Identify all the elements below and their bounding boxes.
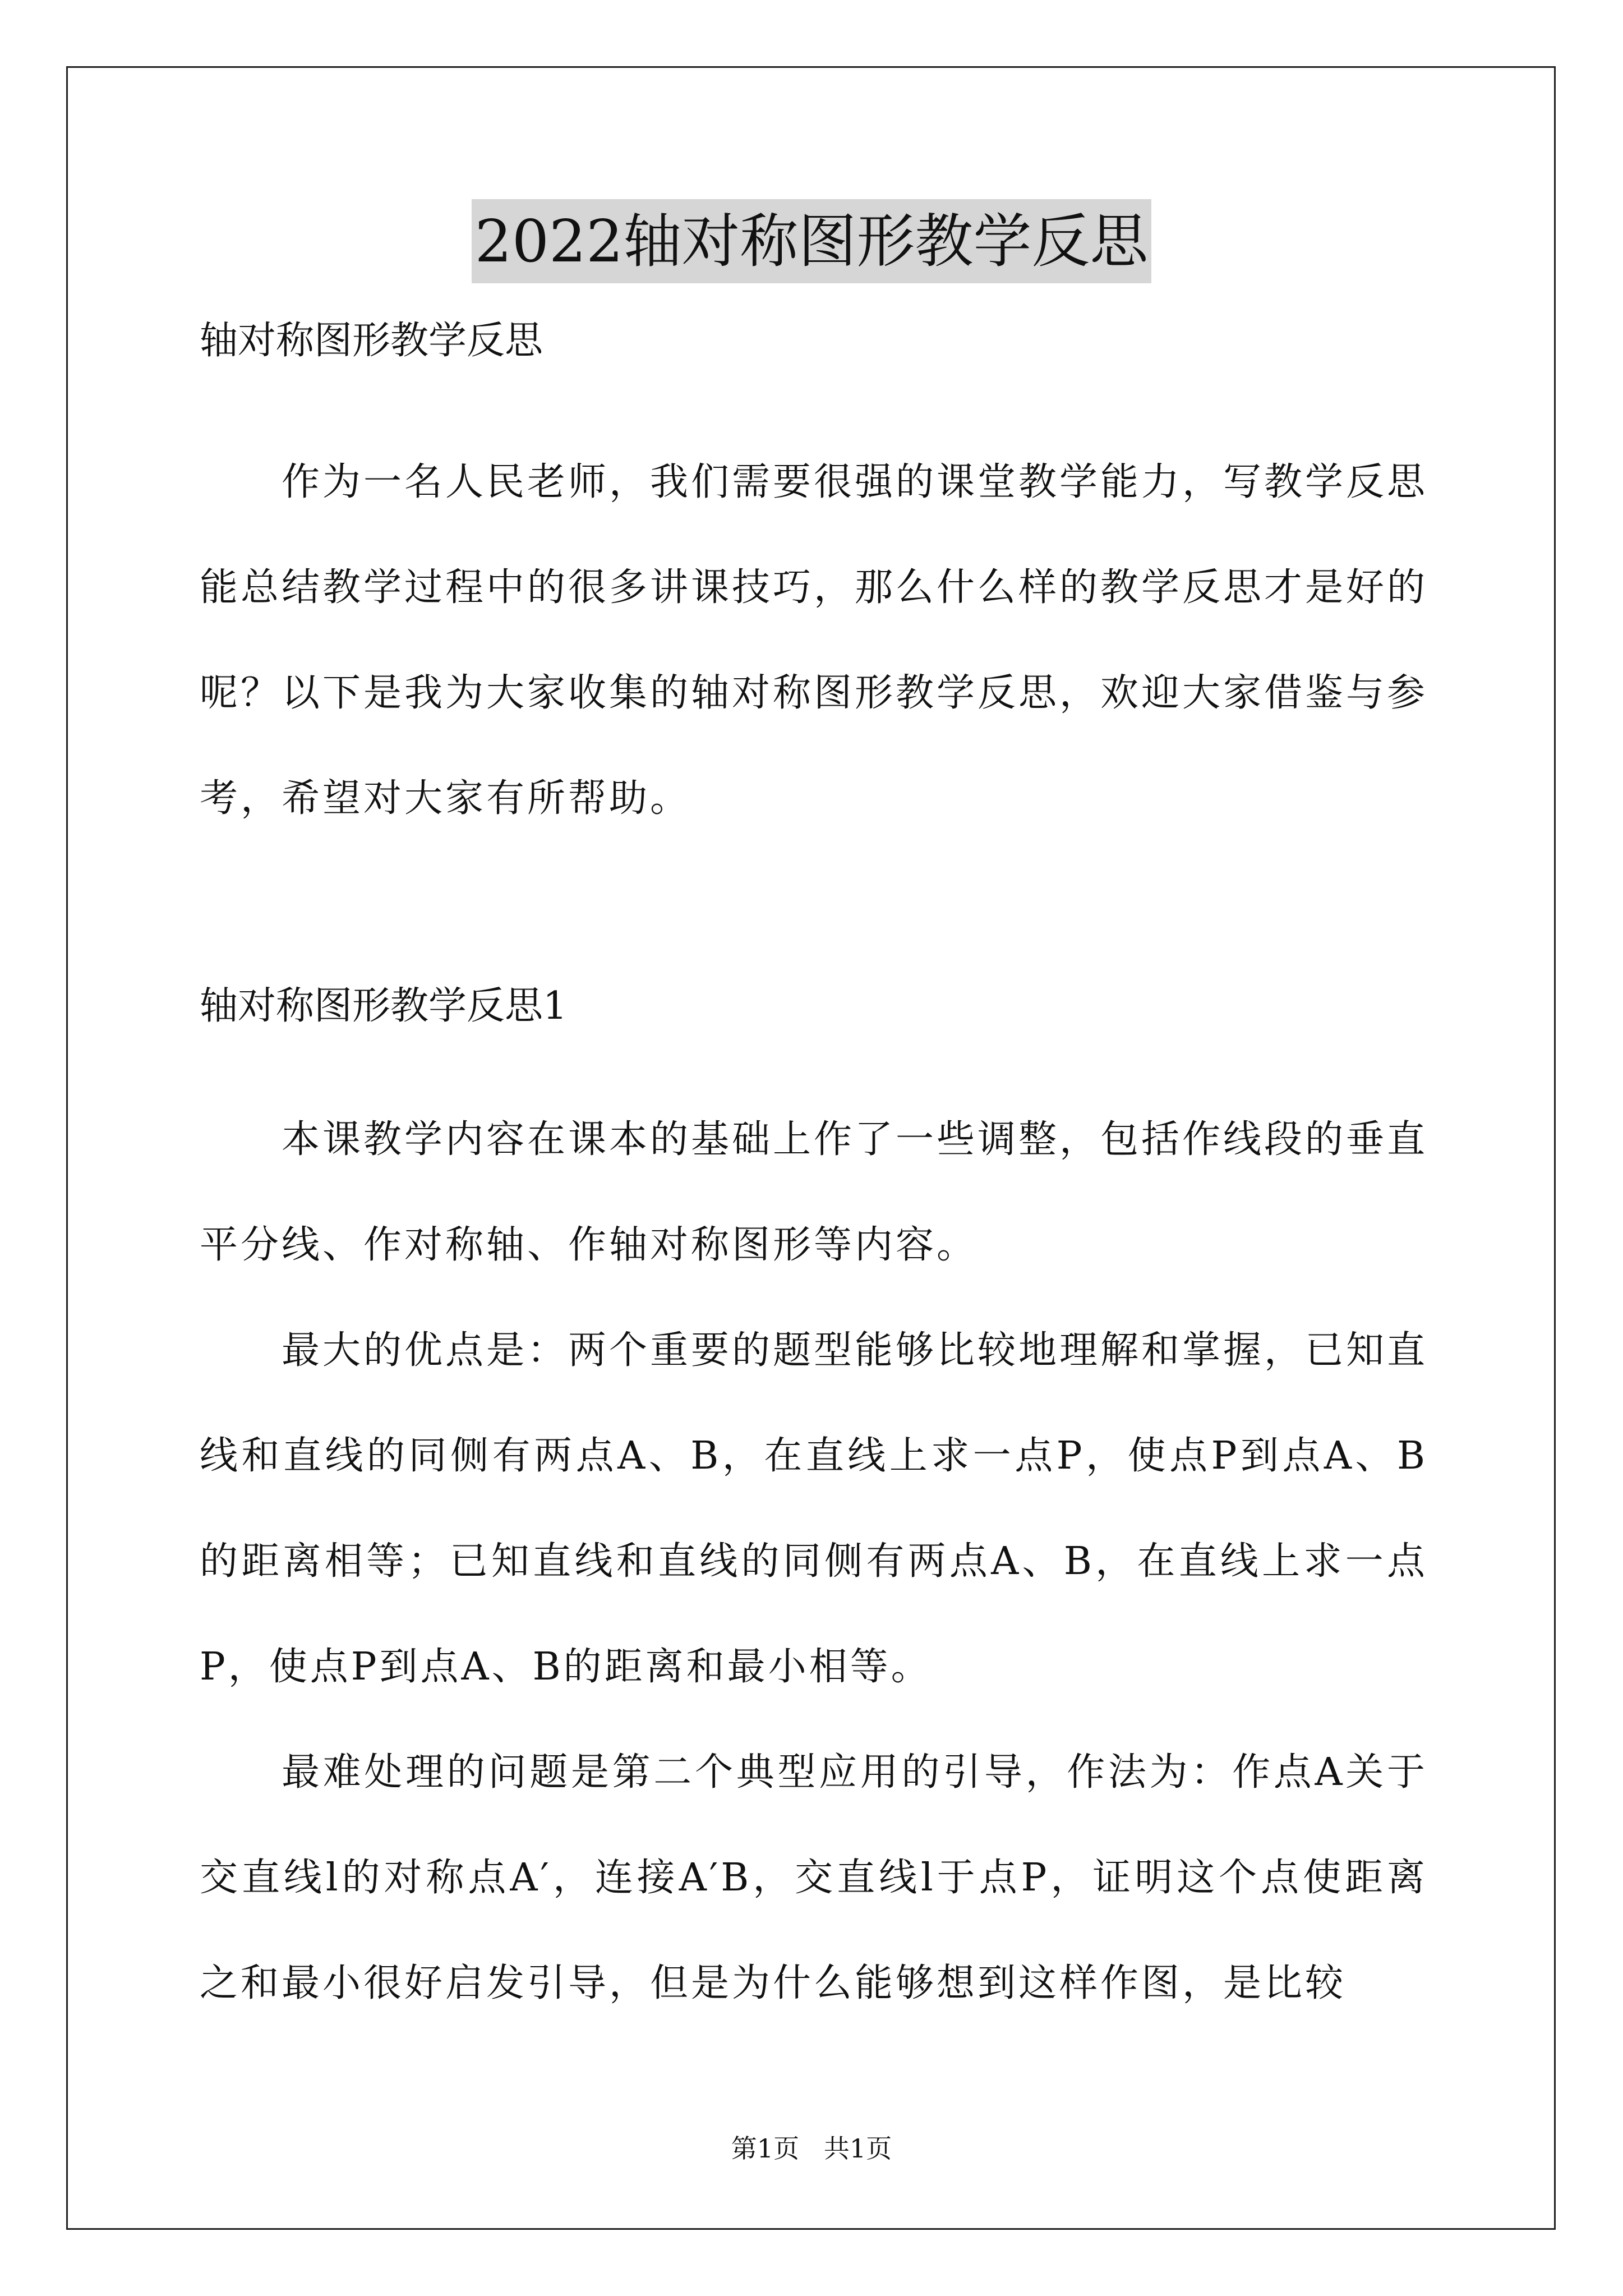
section-heading: 轴对称图形教学反思1 xyxy=(200,984,568,1028)
spacer xyxy=(200,852,1428,979)
page-number: 第1页 共1页 xyxy=(731,2133,892,2164)
spacer xyxy=(200,368,1428,430)
intro-paragraph: 作为一名人民老师，我们需要很强的课堂教学能力，写教学反思能总结教学过程中的很多讲课技巧，那么什么样的教学反思才是好的呢？以下是我为大家收集的轴对称图形教学反思，欢迎大家借鉴与参考，希望对大家有所帮助。 xyxy=(200,460,1428,821)
spacer xyxy=(200,1033,1428,1087)
intro-heading: 轴对称图形教学反思 xyxy=(200,319,543,363)
body-paragraph: 本课教学内容在课本的基础上作了一些调整，包括作线段的垂直平分线、作对称轴、作轴对称图形等内容。 xyxy=(200,1117,1428,1267)
body-paragraph: 最大的优点是：两个重要的题型能够比较地理解和掌握，已知直线和直线的同侧有两点A、B，在直线上求一点P，使点P到点A、B的距离相等；已知直线和直线的同侧有两点A、B，在直线上求一点P，使点P到点A、B的距离和最小相等。 xyxy=(200,1328,1428,1689)
title-container xyxy=(0,199,1623,283)
document-title: 2022轴对称图形教学反思 xyxy=(472,199,1152,283)
document-body xyxy=(200,314,1428,2036)
body-paragraph: 最难处理的问题是第二个典型应用的引导，作法为：作点A关于交直线l的对称点A′，连接A′B，交直线l于点P，证明这个点使距离之和最小很好启发引导，但是为什么能够想到这样作图，是比较 xyxy=(200,1750,1428,2005)
